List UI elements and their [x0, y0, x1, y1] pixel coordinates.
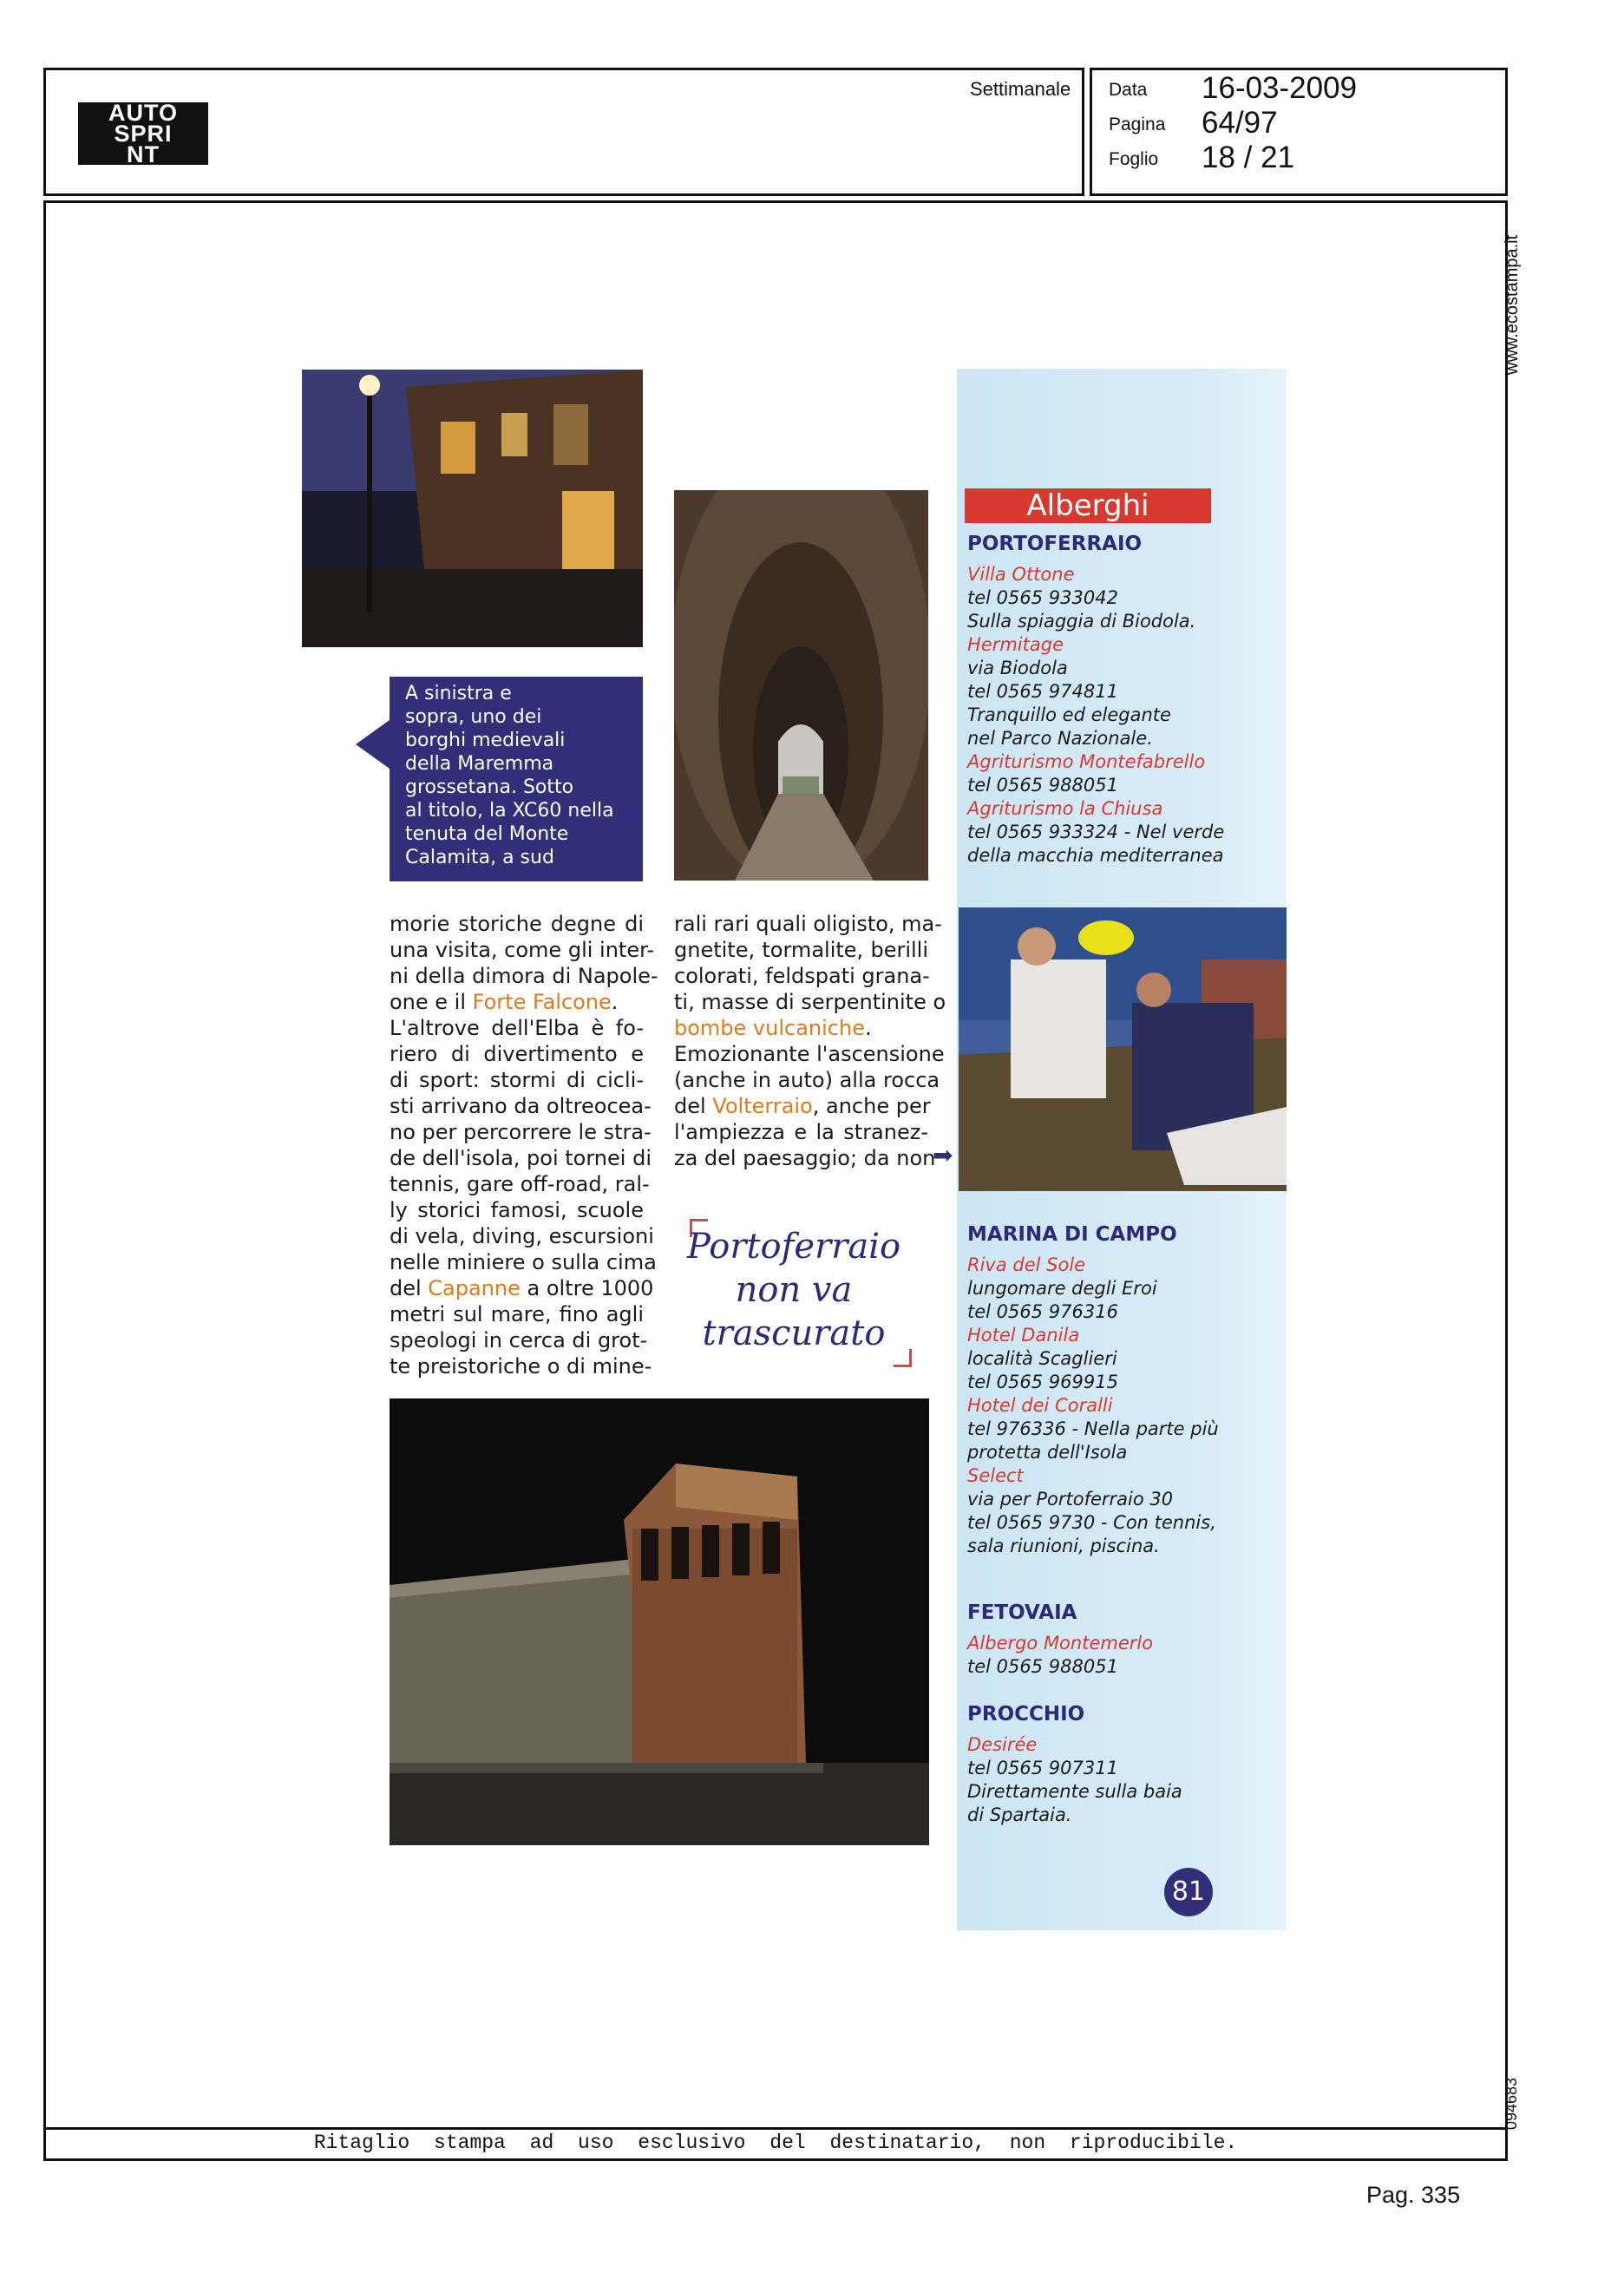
- hotel-name: Agriturismo Montefabrello: [967, 751, 1206, 772]
- caption-line: sopra, uno dei: [405, 706, 542, 728]
- text-run: .: [611, 990, 619, 1014]
- hotel-detail: tel 0565 9730 - Con tennis,: [967, 1512, 1216, 1533]
- hotel-detail: tel 0565 988051: [967, 1656, 1118, 1677]
- hotel-entry: [967, 1632, 1219, 1679]
- caption-line: della Maremma: [405, 753, 554, 775]
- article-column-1: [390, 911, 658, 1379]
- hotel-detail: tel 0565 933324 - Nel verde: [967, 822, 1225, 842]
- hotel-detail: località Scaglieri: [967, 1348, 1117, 1369]
- text-line: gnetite, tormalite, berilli: [674, 938, 928, 962]
- pullquote-line: Portoferraio: [686, 1227, 901, 1267]
- text-run: one e il: [390, 990, 473, 1014]
- meta-label-foglio: Foglio: [1109, 149, 1159, 169]
- hotel-detail: nel Parco Nazionale.: [967, 728, 1153, 749]
- hotel-name: Select: [967, 1465, 1024, 1486]
- caption-line: borghi medievali: [405, 730, 566, 751]
- town-heading: PROCCHIO: [967, 1703, 1085, 1726]
- photo-fishermen: [959, 907, 1287, 1191]
- magazine-page-number: 81: [1164, 1868, 1213, 1916]
- text-line: speologi in cerca di grot-: [390, 1328, 648, 1352]
- hotel-name: Riva del Sole: [967, 1254, 1086, 1275]
- hotel-detail: via per Portoferraio 30: [967, 1489, 1174, 1510]
- source-url: www.ecostampa.it: [1503, 234, 1522, 375]
- text-line: nelle miniere o sulla cima: [390, 1250, 657, 1274]
- text-line: (anche in auto) alla rocca: [674, 1068, 940, 1092]
- hotel-detail: protetta dell'Isola: [967, 1442, 1128, 1463]
- text-line: [674, 1015, 928, 1041]
- caption-line: tenuta del Monte: [405, 823, 569, 845]
- hotel-detail: tel 0565 969915: [967, 1372, 1118, 1392]
- text-line: [390, 989, 644, 1015]
- text-line: morie storiche degne di: [390, 912, 644, 936]
- caption-line: grossetana. Sotto: [405, 776, 574, 798]
- place-link-bombe-vulcaniche: bombe vulcaniche: [674, 1016, 865, 1040]
- text-line: colorati, feldspati grana-: [674, 964, 930, 988]
- hotel-entry: [967, 1254, 1219, 1558]
- hotel-detail: Tranquillo ed elegante: [967, 704, 1171, 725]
- copyright-notice: Ritaglio stampa ad uso esclusivo del destinatario, non riproducibile.: [313, 2132, 1238, 2154]
- clipping-code: 094683: [1503, 2077, 1520, 2130]
- hotel-detail: tel 0565 976316: [967, 1301, 1118, 1322]
- photo-caption: [390, 677, 643, 881]
- hotel-detail: tel 0565 974811: [967, 681, 1118, 702]
- text-line: Emozionante l'ascensione: [674, 1042, 945, 1066]
- logo-line: NT: [127, 141, 160, 167]
- hotel-detail: via Biodola: [967, 658, 1068, 678]
- text-run: del: [390, 1276, 429, 1300]
- hotel-detail: tel 0565 907311: [967, 1758, 1118, 1778]
- pullquote-line: non va: [735, 1270, 853, 1310]
- text-line: no per percorrere le stra-: [390, 1120, 652, 1144]
- text-run: .: [864, 1016, 872, 1040]
- place-link-volterraio: Volterraio: [712, 1094, 813, 1118]
- hotel-entry: [967, 563, 1225, 868]
- hotel-name: Hermitage: [967, 634, 1064, 655]
- text-line: l'ampiezza e la stranez-: [674, 1120, 928, 1144]
- hotel-detail: della macchia mediterranea: [967, 845, 1224, 866]
- text-line: te preistoriche o di mine-: [390, 1354, 652, 1379]
- place-link-forte-falcone: Forte Falcone: [472, 990, 612, 1014]
- text-line: metri sul mare, fino agli: [390, 1302, 644, 1326]
- meta-label-data: Data: [1109, 80, 1148, 100]
- article-column-2: [674, 911, 946, 1171]
- text-line: za del paesaggio; da non: [674, 1146, 936, 1170]
- hotel-detail: tel 976336 - Nella parte più: [967, 1418, 1219, 1439]
- text-line: [390, 1275, 654, 1301]
- text-line: ni della dimora di Napole-: [390, 964, 658, 988]
- meta-label-pagina: Pagina: [1109, 115, 1166, 134]
- photo-stone-tunnel: [674, 490, 928, 881]
- hotel-name: Villa Ottone: [967, 564, 1075, 585]
- pull-quote: [677, 1225, 911, 1355]
- sidebar-title: Alberghi: [965, 488, 1211, 523]
- photo-fortress: [390, 1398, 929, 1845]
- logo-line: AUTO: [108, 100, 178, 126]
- place-link-capanne: Capanne: [428, 1276, 521, 1300]
- hotel-name: Desirée: [967, 1734, 1038, 1755]
- meta-value-data: 16-03-2009: [1202, 71, 1358, 105]
- continue-arrow-icon: ➡: [933, 1141, 953, 1169]
- hotel-detail: di Spartaia.: [967, 1804, 1072, 1825]
- town-heading: FETOVAIA: [967, 1601, 1077, 1624]
- frequency-label: Settimanale: [970, 78, 1071, 100]
- text-line: tennis, gare off-road, ral-: [390, 1172, 650, 1196]
- hotel-detail: sala riunioni, piscina.: [967, 1536, 1160, 1556]
- text-line: L'altrove dell'Elba è fo-: [390, 1016, 644, 1040]
- page-counter: Pag. 335: [1366, 2182, 1461, 2208]
- text-line: rali rari quali oligisto, ma-: [674, 912, 942, 936]
- autosprint-logo: [78, 102, 208, 165]
- hotel-detail: tel 0565 988051: [967, 775, 1118, 796]
- caption-line: Calamita, a sud: [405, 847, 554, 868]
- hotel-detail: Direttamente sulla baia: [967, 1781, 1182, 1802]
- pullquote-line: trascurato: [702, 1313, 886, 1353]
- hotel-name: Albergo Montemerlo: [967, 1633, 1154, 1654]
- hotel-detail: tel 0565 933042: [967, 587, 1118, 608]
- footer-rule: [45, 2127, 1506, 2130]
- text-run: , anche per: [812, 1094, 931, 1118]
- hotel-name: Agriturismo la Chiusa: [967, 798, 1163, 819]
- text-run: del: [674, 1094, 713, 1118]
- hotel-detail: Sulla spiaggia di Biodola.: [967, 611, 1196, 632]
- hotel-name: Hotel dei Coralli: [967, 1395, 1113, 1416]
- logo-line: SPRI: [114, 121, 173, 147]
- text-line: [674, 1093, 931, 1119]
- meta-value-foglio: 18 / 21: [1202, 141, 1295, 174]
- text-line: ly storici famosi, scuole: [390, 1198, 644, 1222]
- town-heading: MARINA DI CAMPO: [967, 1223, 1177, 1246]
- text-line: riero di divertimento e: [390, 1042, 644, 1066]
- hotel-entry: [967, 1733, 1219, 1827]
- photo-medieval-street: [302, 370, 643, 647]
- caption-line: al titolo, la XC60 nella: [405, 800, 614, 822]
- text-line: di vela, diving, escursioni: [390, 1224, 654, 1248]
- text-line: di sport: stormi di cicli-: [390, 1068, 644, 1092]
- text-line: de dell'isola, poi tornei di: [390, 1146, 652, 1170]
- hotel-detail: lungomare degli Eroi: [967, 1278, 1157, 1299]
- meta-value-pagina: 64/97: [1202, 106, 1278, 140]
- caption-line: A sinistra e: [405, 683, 512, 704]
- text-line: ti, masse di serpentinite o: [674, 990, 946, 1014]
- text-run: a oltre 1000: [520, 1276, 654, 1300]
- text-line: sti arrivano da oltreocea-: [390, 1094, 652, 1118]
- hotel-name: Hotel Danila: [967, 1325, 1080, 1346]
- town-heading: PORTOFERRAIO: [967, 533, 1143, 555]
- text-line: una visita, come gli inter-: [390, 938, 655, 962]
